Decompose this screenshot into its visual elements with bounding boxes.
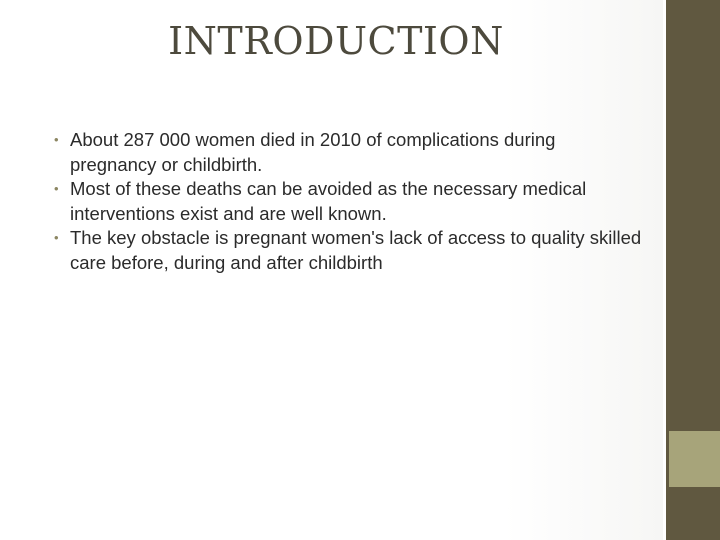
slide-title: INTRODUCTION [168,19,504,63]
bullet-text: The key obstacle is pregnant women's lack of access to quality skilled care before, during and after childbirth [70,227,642,273]
bullet-item [52,177,642,226]
bullet-item [52,128,642,177]
bullet-text: About 287 000 women died in 2010 of complications during pregnancy or childbirth. [70,129,556,175]
side-panel-accent [669,431,720,487]
bullet-list [52,128,642,275]
bullet-icon: • [54,132,59,147]
bullet-item [52,226,642,275]
bullet-icon: • [54,230,59,245]
bullet-icon: • [54,181,59,196]
bullet-text: Most of these deaths can be avoided as the necessary medical interventions exist and are well known. [70,178,587,224]
